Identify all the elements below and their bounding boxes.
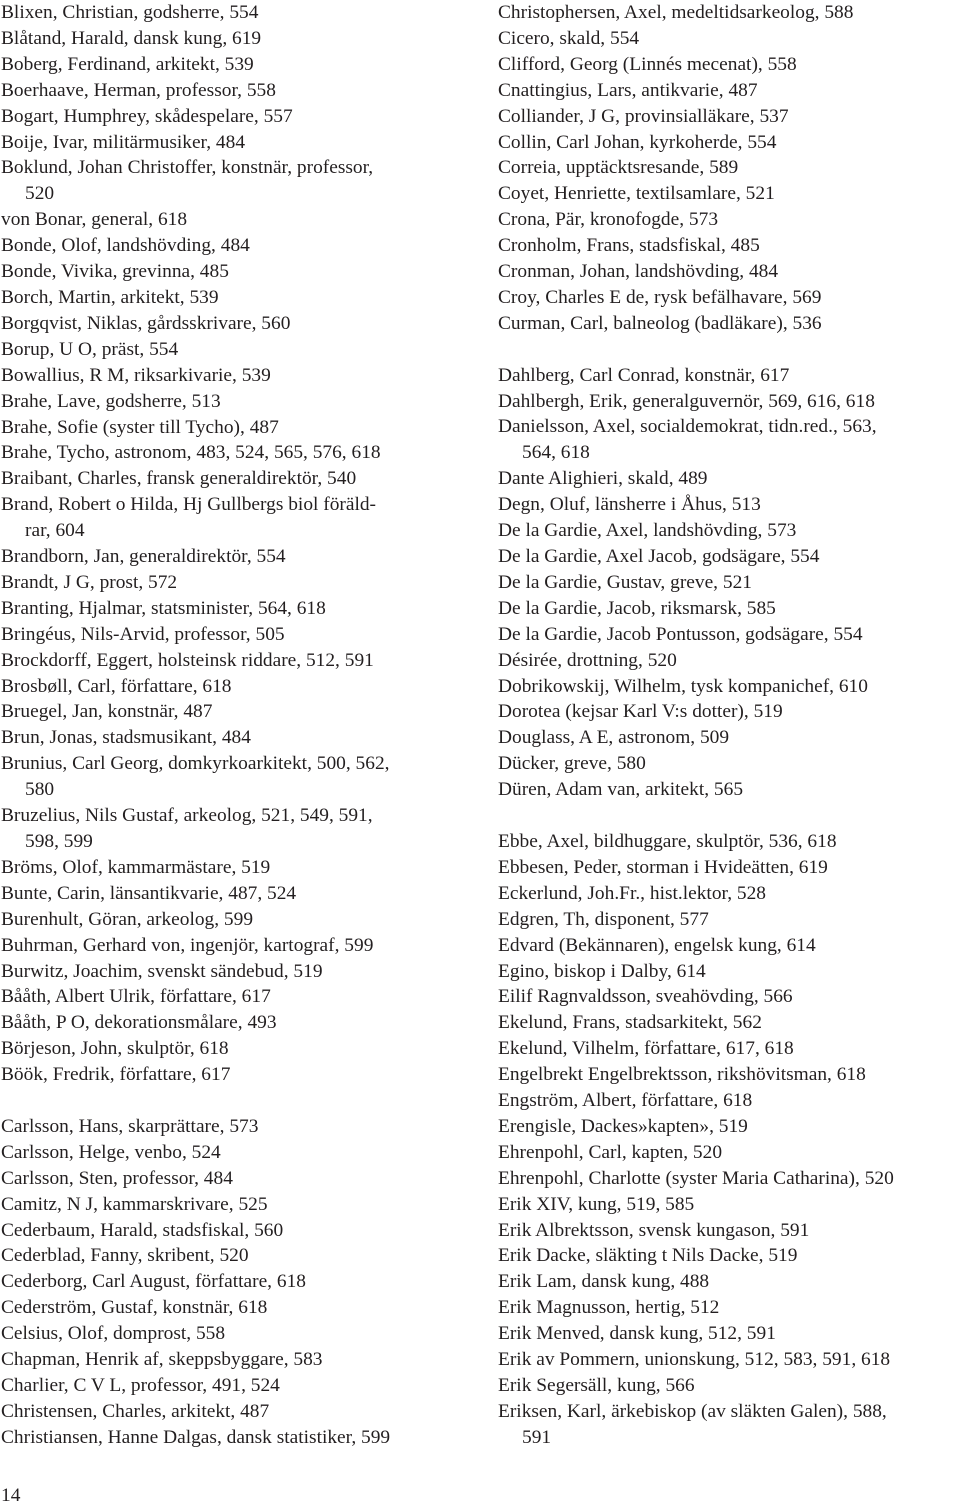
index-entry xyxy=(498,1347,960,1373)
index-entry xyxy=(1,1347,471,1373)
index-entry-text: Edvard (Bekännaren), engelsk kung, 614 xyxy=(498,934,816,956)
index-entry xyxy=(498,1218,960,1244)
index-entry-text: Dücker, greve, 580 xyxy=(498,753,646,775)
index-entry xyxy=(498,26,960,52)
index-entry xyxy=(1,1373,471,1399)
index-entry xyxy=(498,233,960,259)
index-entry xyxy=(498,777,960,803)
index-entry xyxy=(1,803,471,855)
index-entry-text: Dorotea (kejsar Karl V:s dotter), 519 xyxy=(498,701,783,723)
index-entry-text: Correia, upptäcktsresande, 589 xyxy=(498,157,739,179)
index-entry-text: De la Gardie, Axel Jacob, godsägare, 554 xyxy=(498,546,820,568)
index-entry xyxy=(498,414,960,466)
index-entry xyxy=(498,1010,960,1036)
index-entry xyxy=(498,622,960,648)
index-entry-text: Engström, Albert, författare, 618 xyxy=(498,1090,753,1112)
index-entry xyxy=(498,104,960,130)
index-entry-text: Erik Albrektsson, svensk kungason, 591 xyxy=(498,1219,810,1241)
index-entry xyxy=(1,959,471,985)
index-entry xyxy=(498,881,960,907)
index-entry-text: Böök, Fredrik, författare, 617 xyxy=(1,1064,231,1086)
index-entry-text: Engelbrekt Engelbrektsson, rikshövitsman, 618 xyxy=(498,1064,866,1086)
index-entry xyxy=(498,1062,960,1088)
index-entry-text: De la Gardie, Jacob Pontusson, godsägare, 554 xyxy=(498,623,863,645)
index-entry-text: Désirée, drottning, 520 xyxy=(498,649,677,671)
index-entry xyxy=(498,181,960,207)
index-entry-text: Charlier, C V L, professor, 491, 524 xyxy=(1,1375,280,1397)
index-entry-text: Dahlbergh, Erik, generalguvernör, 569, 616, 618 xyxy=(498,390,875,412)
index-entry-text: De la Gardie, Gustav, greve, 521 xyxy=(498,571,752,593)
index-entry xyxy=(1,1140,471,1166)
index-entry xyxy=(498,1140,960,1166)
index-entry-text: Erik Magnusson, hertig, 512 xyxy=(498,1297,720,1319)
index-entry xyxy=(498,1192,960,1218)
index-entry-text: Carlsson, Sten, professor, 484 xyxy=(1,1167,233,1189)
index-entry xyxy=(1,699,471,725)
index-entry xyxy=(498,648,960,674)
index-entry xyxy=(498,1088,960,1114)
index-entry xyxy=(498,907,960,933)
index-entry xyxy=(1,1269,471,1295)
index-entry-text: Blixen, Christian, godsherre, 554 xyxy=(1,2,259,23)
section-gap xyxy=(498,337,960,363)
index-entry-text: Bowallius, R M, riksarkivarie, 539 xyxy=(1,364,271,386)
index-entry-continuation: 580 xyxy=(25,779,55,801)
index-entry-text: Egino, biskop i Dalby, 614 xyxy=(498,960,706,982)
index-entry xyxy=(1,674,471,700)
index-entry-text: Christiansen, Hanne Dalgas, dansk statistiker, 599 xyxy=(1,1426,391,1448)
index-entry-text: Ebbesen, Peder, storman i Hvideätten, 619 xyxy=(498,856,828,878)
index-entry-text: Erik Menved, dansk kung, 512, 591 xyxy=(498,1323,776,1345)
index-entry xyxy=(1,984,471,1010)
index-entry xyxy=(498,1166,960,1192)
index-entry xyxy=(1,1166,471,1192)
index-entry xyxy=(498,311,960,337)
index-entry-text: Eilif Ragnvaldsson, sveahövding, 566 xyxy=(498,986,793,1008)
index-entry-text: Boije, Ivar, militärmusiker, 484 xyxy=(1,131,246,153)
index-entry-text: Ebbe, Axel, bildhuggare, skulptör, 536, 618 xyxy=(498,830,837,852)
index-entry xyxy=(498,155,960,181)
index-entry-text: Christensen, Charles, arkitekt, 487 xyxy=(1,1400,270,1422)
index-entry xyxy=(498,52,960,78)
index-entry-text: Borgqvist, Niklas, gårdsskrivare, 560 xyxy=(1,312,291,334)
index-entry-text: Degn, Oluf, länsherre i Åhus, 513 xyxy=(498,494,761,516)
index-entry xyxy=(1,311,471,337)
index-entry xyxy=(1,0,471,26)
index-entry xyxy=(1,26,471,52)
index-entry-continuation: 520 xyxy=(25,183,55,205)
index-entry-text: Coyet, Henriette, textilsamlare, 521 xyxy=(498,183,775,205)
index-entry-continuation: 564, 618 xyxy=(522,442,590,464)
index-entry-text: Brunius, Carl Georg, domkyrkoarkitekt, 500, 562, xyxy=(1,753,390,775)
index-entry-text: Cederbaum, Harald, stadsfiskal, 560 xyxy=(1,1219,284,1241)
index-entry-text: Eckerlund, Joh.Fr., hist.lektor, 528 xyxy=(498,882,766,904)
index-entry-text: Colliander, J G, provinsialläkare, 537 xyxy=(498,105,789,127)
index-entry xyxy=(498,0,960,26)
index-entry-text: Chapman, Henrik af, skeppsbyggare, 583 xyxy=(1,1349,323,1371)
index-entry-text: Burwitz, Joachim, svenskt sändebud, 519 xyxy=(1,960,323,982)
index-entry xyxy=(1,337,471,363)
index-entry xyxy=(1,52,471,78)
index-entry-text: Erik Lam, dansk kung, 488 xyxy=(498,1271,710,1293)
index-entry-text: Bonde, Vivika, grevinna, 485 xyxy=(1,261,229,283)
index-entry-text: Bonde, Olof, landshövding, 484 xyxy=(1,235,250,257)
index-entry-text: Douglass, A E, astronom, 509 xyxy=(498,727,730,749)
index-entry-continuation: rar, 604 xyxy=(25,520,85,542)
index-entry xyxy=(498,389,960,415)
index-entry-text: De la Gardie, Axel, landshövding, 573 xyxy=(498,520,797,542)
index-entry-text: Brahe, Tycho, astronom, 483, 524, 565, 576, 618 xyxy=(1,442,381,464)
index-entry-text: Erik Dacke, släkting t Nils Dacke, 519 xyxy=(498,1245,798,1267)
index-entry-text: Brosbøll, Carl, författare, 618 xyxy=(1,675,232,697)
index-entry-text: Dante Alighieri, skald, 489 xyxy=(498,468,708,490)
index-entry xyxy=(1,389,471,415)
index-entry xyxy=(1,130,471,156)
index-entry-text: Brahe, Sofie (syster till Tycho), 487 xyxy=(1,416,279,438)
index-entry xyxy=(1,440,471,466)
index-entry xyxy=(498,130,960,156)
index-entry-text: Ekelund, Frans, stadsarkitekt, 562 xyxy=(498,1012,762,1034)
index-entry-text: Borch, Martin, arkitekt, 539 xyxy=(1,286,219,308)
index-entry-text: Bååth, Albert Ulrik, författare, 617 xyxy=(1,986,271,1008)
index-entry xyxy=(1,1295,471,1321)
index-entry-text: Dahlberg, Carl Conrad, konstnär, 617 xyxy=(498,364,790,386)
index-entry xyxy=(498,829,960,855)
index-entry-text: Carlsson, Hans, skarprättare, 573 xyxy=(1,1115,259,1137)
index-entry xyxy=(498,207,960,233)
index-entry xyxy=(1,155,471,207)
index-entry xyxy=(1,466,471,492)
index-entry xyxy=(498,78,960,104)
index-entry-text: Ehrenpohl, Carl, kapten, 520 xyxy=(498,1141,723,1163)
index-entry-text: Edgren, Th, disponent, 577 xyxy=(498,908,709,930)
index-entry-text: Cnattingius, Lars, antikvarie, 487 xyxy=(498,79,758,101)
index-entry xyxy=(1,933,471,959)
index-entry-text: Brand, Robert o Hilda, Hj Gullbergs biol föräld- xyxy=(1,494,377,516)
index-entry xyxy=(498,1114,960,1140)
index-entry xyxy=(1,233,471,259)
index-entry-text: Brockdorff, Eggert, holsteinsk riddare, 512, 591 xyxy=(1,649,374,671)
index-entry xyxy=(498,725,960,751)
section-gap xyxy=(1,1088,471,1114)
index-entry-text: Cederborg, Carl August, författare, 618 xyxy=(1,1271,306,1293)
index-entry xyxy=(498,466,960,492)
index-entry xyxy=(1,104,471,130)
index-entry-text: Cederström, Gustaf, konstnär, 618 xyxy=(1,1297,268,1319)
index-entry-text: Bogart, Humphrey, skådespelare, 557 xyxy=(1,105,293,127)
index-entry xyxy=(1,596,471,622)
index-entry xyxy=(1,1114,471,1140)
index-entry-text: Buhrman, Gerhard von, ingenjör, kartograf, 599 xyxy=(1,934,374,956)
index-entry xyxy=(1,1062,471,1088)
index-entry-text: Brandborn, Jan, generaldirektör, 554 xyxy=(1,546,286,568)
index-entry-text: Eriksen, Karl, ärkebiskop (av släkten Galen), 588, xyxy=(498,1400,887,1422)
index-entry-text: Boberg, Ferdinand, arkitekt, 539 xyxy=(1,53,254,75)
index-entry-text: Boerhaave, Herman, professor, 558 xyxy=(1,79,276,101)
index-entry xyxy=(1,648,471,674)
index-entry xyxy=(1,415,471,441)
index-entry xyxy=(498,855,960,881)
index-entry-text: Ekelund, Vilhelm, författare, 617, 618 xyxy=(498,1038,794,1060)
index-entry xyxy=(1,751,471,803)
index-entry xyxy=(1,544,471,570)
index-entry xyxy=(1,363,471,389)
index-entry-text: Bruegel, Jan, konstnär, 487 xyxy=(1,701,213,723)
index-entry xyxy=(498,1399,960,1451)
index-entry xyxy=(1,259,471,285)
index-entry-text: Camitz, N J, kammarskrivare, 525 xyxy=(1,1193,268,1215)
index-entry-text: Dobrikowskij, Wilhelm, tysk kompanichef, 610 xyxy=(498,675,868,697)
section-gap xyxy=(498,803,960,829)
index-entry xyxy=(1,1425,471,1451)
index-entry-text: Erengisle, Dackes»kapten», 519 xyxy=(498,1115,748,1137)
index-entry xyxy=(498,363,960,389)
index-entry-text: Cronholm, Frans, stadsfiskal, 485 xyxy=(498,235,760,257)
index-entry-text: Bunte, Carin, länsantikvarie, 487, 524 xyxy=(1,882,297,904)
index-entry-text: Braibant, Charles, fransk generaldirektör, 540 xyxy=(1,468,357,490)
index-entry-text: Cederblad, Fanny, skribent, 520 xyxy=(1,1245,249,1267)
index-entry xyxy=(1,492,471,544)
index-entry-text: Brahe, Lave, godsherre, 513 xyxy=(1,390,221,412)
index-entry xyxy=(498,1243,960,1269)
index-entry xyxy=(498,1295,960,1321)
index-entry-text: Brun, Jonas, stadsmusikant, 484 xyxy=(1,727,251,749)
index-entry xyxy=(498,1036,960,1062)
index-entry-text: Ehrenpohl, Charlotte (syster Maria Catharina), 520 xyxy=(498,1167,894,1189)
index-entry-text: Cicero, skald, 554 xyxy=(498,27,640,49)
index-entry xyxy=(1,881,471,907)
index-entry-text: Börjeson, John, skulptör, 618 xyxy=(1,1038,229,1060)
page-number: 14 xyxy=(1,1485,21,1506)
index-entry xyxy=(498,492,960,518)
index-entry xyxy=(1,622,471,648)
index-entry xyxy=(498,570,960,596)
index-entry-text: Burenhult, Göran, arkeolog, 599 xyxy=(1,908,254,930)
index-entry-text: Crona, Pär, kronofogde, 573 xyxy=(498,209,719,231)
index-entry-text: Cronman, Johan, landshövding, 484 xyxy=(498,261,779,283)
index-entry xyxy=(1,1243,471,1269)
index-entry xyxy=(498,674,960,700)
index-entry-text: Bruzelius, Nils Gustaf, arkeolog, 521, 549, 591, xyxy=(1,805,373,827)
index-entry-text: Croy, Charles E de, rysk befälhavare, 569 xyxy=(498,286,822,308)
index-entry-text: Christophersen, Axel, medeltidsarkeolog, 588 xyxy=(498,2,854,23)
index-entry-text: Curman, Carl, balneolog (badläkare), 536 xyxy=(498,312,822,334)
index-entry xyxy=(1,1036,471,1062)
index-entry-text: Clifford, Georg (Linnés mecenat), 558 xyxy=(498,53,797,75)
index-entry-text: Collin, Carl Johan, kyrkoherde, 554 xyxy=(498,131,777,153)
index-entry-text: Boklund, Johan Christoffer, konstnär, professor, xyxy=(1,157,374,179)
index-entry-text: Düren, Adam van, arkitekt, 565 xyxy=(498,779,744,801)
index-entry xyxy=(498,751,960,777)
index-entry xyxy=(1,1218,471,1244)
index-entry-text: Bringéus, Nils-Arvid, professor, 505 xyxy=(1,623,285,645)
index-entry xyxy=(498,959,960,985)
index-entry-text: Bröms, Olof, kammarmästare, 519 xyxy=(1,856,271,878)
index-entry xyxy=(1,907,471,933)
index-entry-text: Branting, Hjalmar, statsminister, 564, 618 xyxy=(1,597,326,619)
index-entry-continuation: 591 xyxy=(522,1426,552,1448)
index-entry xyxy=(1,207,471,233)
index-entry-text: Erik Segersäll, kung, 566 xyxy=(498,1375,695,1396)
index-entry xyxy=(498,1269,960,1295)
index-entry xyxy=(1,1010,471,1036)
index-entry-text: Celsius, Olof, domprost, 558 xyxy=(1,1323,226,1345)
index-entry-text: Carlsson, Helge, venbo, 524 xyxy=(1,1141,221,1163)
index-column-left xyxy=(1,0,471,1451)
index-entry xyxy=(1,1192,471,1218)
index-entry xyxy=(498,259,960,285)
index-entry xyxy=(1,1399,471,1425)
index-entry-text: Erik av Pommern, unionskung, 512, 583, 591, 618 xyxy=(498,1349,891,1371)
index-entry-text: De la Gardie, Jacob, riksmarsk, 585 xyxy=(498,597,776,619)
index-entry-text: Brandt, J G, prost, 572 xyxy=(1,571,178,593)
index-entry xyxy=(498,933,960,959)
index-entry xyxy=(498,596,960,622)
index-entry xyxy=(498,984,960,1010)
index-entry xyxy=(1,285,471,311)
index-entry xyxy=(498,699,960,725)
index-entry xyxy=(1,570,471,596)
index-entry xyxy=(1,855,471,881)
index-entry xyxy=(498,1373,960,1399)
index-entry-continuation: 598, 599 xyxy=(25,831,93,852)
index-entry xyxy=(498,518,960,544)
index-entry-text: von Bonar, general, 618 xyxy=(1,209,188,231)
index-entry xyxy=(1,1321,471,1347)
index-entry-text: Blåtand, Harald, dansk kung, 619 xyxy=(1,27,262,49)
index-entry-text: Erik XIV, kung, 519, 585 xyxy=(498,1193,695,1215)
index-entry xyxy=(498,1321,960,1347)
index-entry-text: Borup, U O, präst, 554 xyxy=(1,338,179,360)
index-entry xyxy=(1,725,471,751)
index-entry xyxy=(498,285,960,311)
index-entry-text: Bååth, P O, dekorationsmålare, 493 xyxy=(1,1012,277,1034)
index-column-right xyxy=(498,0,960,1451)
index-entry xyxy=(1,78,471,104)
index-entry-text: Danielsson, Axel, socialdemokrat, tidn.red., 563, xyxy=(498,416,877,438)
index-entry xyxy=(498,544,960,570)
